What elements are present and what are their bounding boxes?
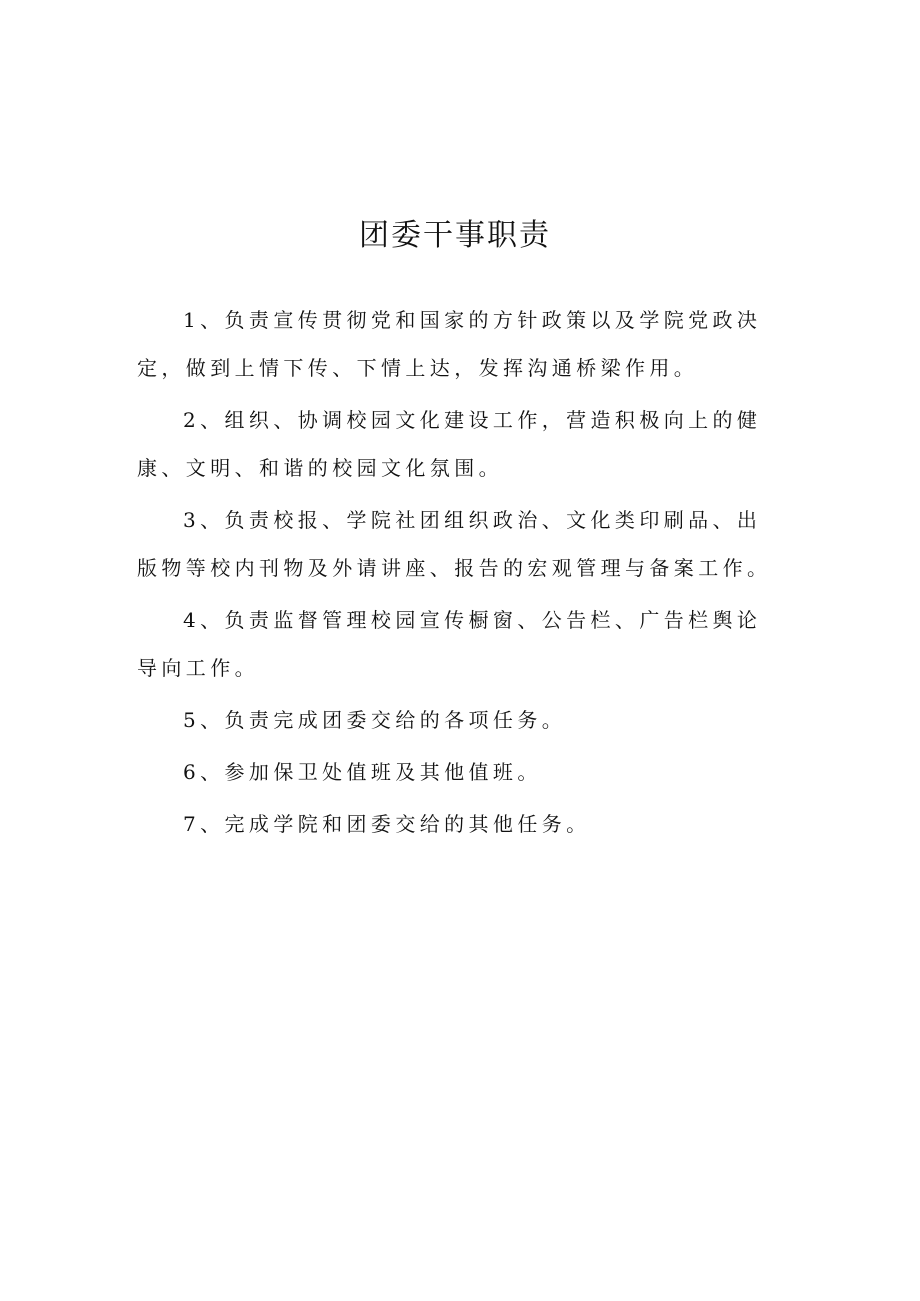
document-title: 团委干事职责: [359, 218, 551, 253]
duty-item-5: 5、负责完成团委交给的各项任务。: [183, 708, 567, 732]
duty-item-3: 3、负责校报、学院社团组织政治、文化类印刷品、出版物等校内刊物及外请讲座、报告的宏观管理与备案工作。: [137, 508, 772, 580]
document-body: [137, 296, 777, 852]
duty-item-4: 4、负责监督管理校园宣传橱窗、公告栏、广告栏舆论导向工作。: [137, 608, 762, 680]
duty-item-6: 6、参加保卫处值班及其他值班。: [183, 760, 542, 784]
duty-item-2: 2、组织、协调校园文化建设工作，营造积极向上的健康、文明、和谐的校园文化氛围。: [137, 408, 762, 480]
duty-item-1: 1、负责宣传贯彻党和国家的方针政策以及学院党政决定，做到上情下传、下情上达，发挥沟通桥梁作用。: [137, 308, 762, 380]
duty-item-7: 7、完成学院和团委交给的其他任务。: [183, 812, 591, 836]
